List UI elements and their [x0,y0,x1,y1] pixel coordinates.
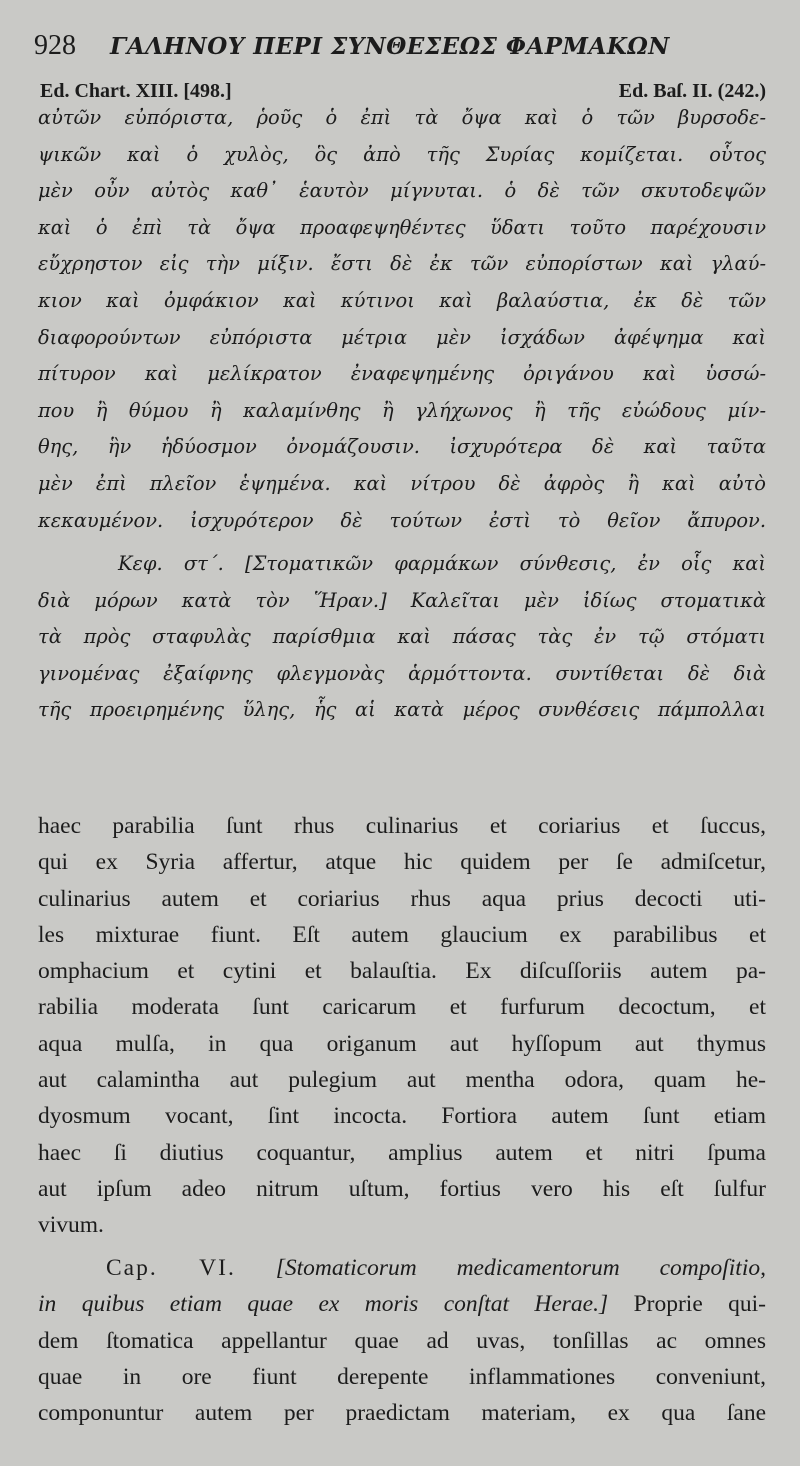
latin-line: culinarius autem et coriarius rhus aqua prius decocti uti- [38,885,766,912]
greek-line: γινομένας ἐξαίφνης φλεγμονὰς ἁρμόττοντα. συντίθεται δὲ διὰ [38,661,766,685]
latin-line: omphacium et cytini et balauſtia. Ex diſcuſſoriis autem pa- [38,958,766,985]
latin-line: quae in ore fiunt derepente inflammationes conveniunt, [38,1363,766,1390]
latin-line: vivum. [38,1212,104,1239]
latin-line: aqua mulſa, in qua origanum aut hyſſopum aut thymus [38,1030,766,1057]
latin-line: componuntur autem per praedictam materiam, ex qua ſane [38,1400,766,1427]
greek-line: τὰ πρὸς σταφυλὰς παρίσθμια καὶ πάσας τὰς ἐν τῷ στόματι [38,625,766,649]
chapter-label: Cap. VI. [106,1255,236,1281]
greek-line: διὰ μόρων κατὰ τὸν Ἥραν.] Καλεῖται μὲν ἰδίως στοματικὰ [38,588,766,612]
latin-text-fragment: Proprie qui- [633,1291,767,1318]
latin-line: aut ipſum adeo nitrum uſtum, fortius vero his eſt ſulfur [38,1175,766,1202]
greek-line: θης, ἣν ἡδύοσμον ὀνομάζουσιν. ἰσχυρότερα δὲ καὶ ταῦτα [38,435,766,459]
latin-line: haec ſi diutius coquantur, amplius autem et nitri ſpuma [38,1139,766,1166]
greek-line: διαφορούντων εὐπόριστα μέτρια μὲν ἰσχάδων ἀφέψημα καὶ [38,325,766,349]
latin-line [38,1286,766,1322]
latin-line: haec parabilia ſunt rhus culinarius et coriarius et ſuccus, [38,813,766,839]
greek-line: ψικῶν καὶ ὁ χυλὸς, ὃς ἀπὸ τῆς Συρίας κομίζεται. οὗτος [38,142,766,166]
greek-line: που ἢ θύμου ἢ καλαμίνθης ἢ γλήχωνος ἢ τῆς εὐώδους μίν- [38,398,766,422]
latin-line: rabilia moderata ſunt caricarum et furfurum decoctum, et [38,994,766,1021]
greek-line: εὔχρηστον εἰς τὴν μίξιν. ἔστι δὲ ἐκ τῶν εὐπορίστων καὶ γλαύ- [38,252,766,276]
latin-chapter-heading-line [38,1250,766,1286]
latin-line: les mixturae fiunt. Eſt autem glaucium ex parabilibus et [38,921,766,948]
greek-line: πίτυρον καὶ μελίκρατον ἐναφεψημένης ὀριγάνου καὶ ὑσσώ- [38,362,766,386]
greek-line: κιον καὶ ὀμφάκιον καὶ κύτινοι καὶ βαλαύστια, ἐκ δὲ τῶν [38,288,766,312]
latin-text-block [38,808,766,1244]
page-number: 928 [34,30,76,61]
greek-text-block [38,100,766,539]
greek-line: τῆς προειρημένης ὕλης, ἧς αἱ κατὰ μέρος συνθέσεις πάμπολλαι [38,698,766,722]
latin-line: dem ſtomatica appellantur quae ad uvas, tonſillas ac omnes [38,1327,766,1354]
edition-chartier: Ed. Chart. XIII. [498.] [40,80,232,102]
edition-basel: Ed. Baſ. II. (242.) [618,80,766,102]
chapter-title-part2: in quibus etiam quae ex moris conſtat Herae.] [38,1291,609,1318]
latin-line: qui ex Syria affertur, atque hic quidem per ſe admiſcetur, [38,849,766,876]
greek-chapter-block [38,546,766,729]
greek-line: μὲν οὖν αὐτὸς καθ᾽ ἑαυτὸν μίγνυται. ὁ δὲ τῶν σκυτοδεψῶν [38,179,766,203]
latin-chapter-block [38,1250,766,1431]
chapter-title-part1: [Stomaticorum medicamentorum compoſitio, [275,1255,766,1281]
greek-line: μὲν ἐπὶ πλεῖον ἑψημένα. καὶ νίτρου δὲ ἀφρὸς ἢ καὶ αὐτὸ [38,471,766,495]
page-header [34,30,770,64]
greek-line: αὐτῶν εὐπόριστα, ῥοῦς ὁ ἐπὶ τὰ ὄψα καὶ ὁ τῶν βυρσοδε- [38,106,766,129]
greek-line: κεκαυμένον. ἰσχυρότερον δὲ τούτων ἐστὶ τὸ θεῖον ἄπυρον. [38,508,766,532]
latin-line: aut calamintha aut pulegium aut mentha odora, quam he- [38,1067,766,1094]
latin-line: dyosmum vocant, ſint incocta. Fortiora autem ſunt etiam [38,1103,766,1130]
running-title: ΓΑΛΗΝΟΥ ΠΕΡΙ ΣΥΝΘΕΣΕΩΣ ΦΑΡΜΑΚΩΝ [110,33,670,60]
greek-chapter-heading-line: Κεφ. στ΄. [Στοματικῶν φαρμάκων σύνθεσις, ἐν οἷς καὶ [118,552,766,575]
greek-line: καὶ ὁ ἐπὶ τὰ ὄψα προαφεψηθέντες ὕδατι τοῦτο παρέχουσιν [38,215,766,239]
